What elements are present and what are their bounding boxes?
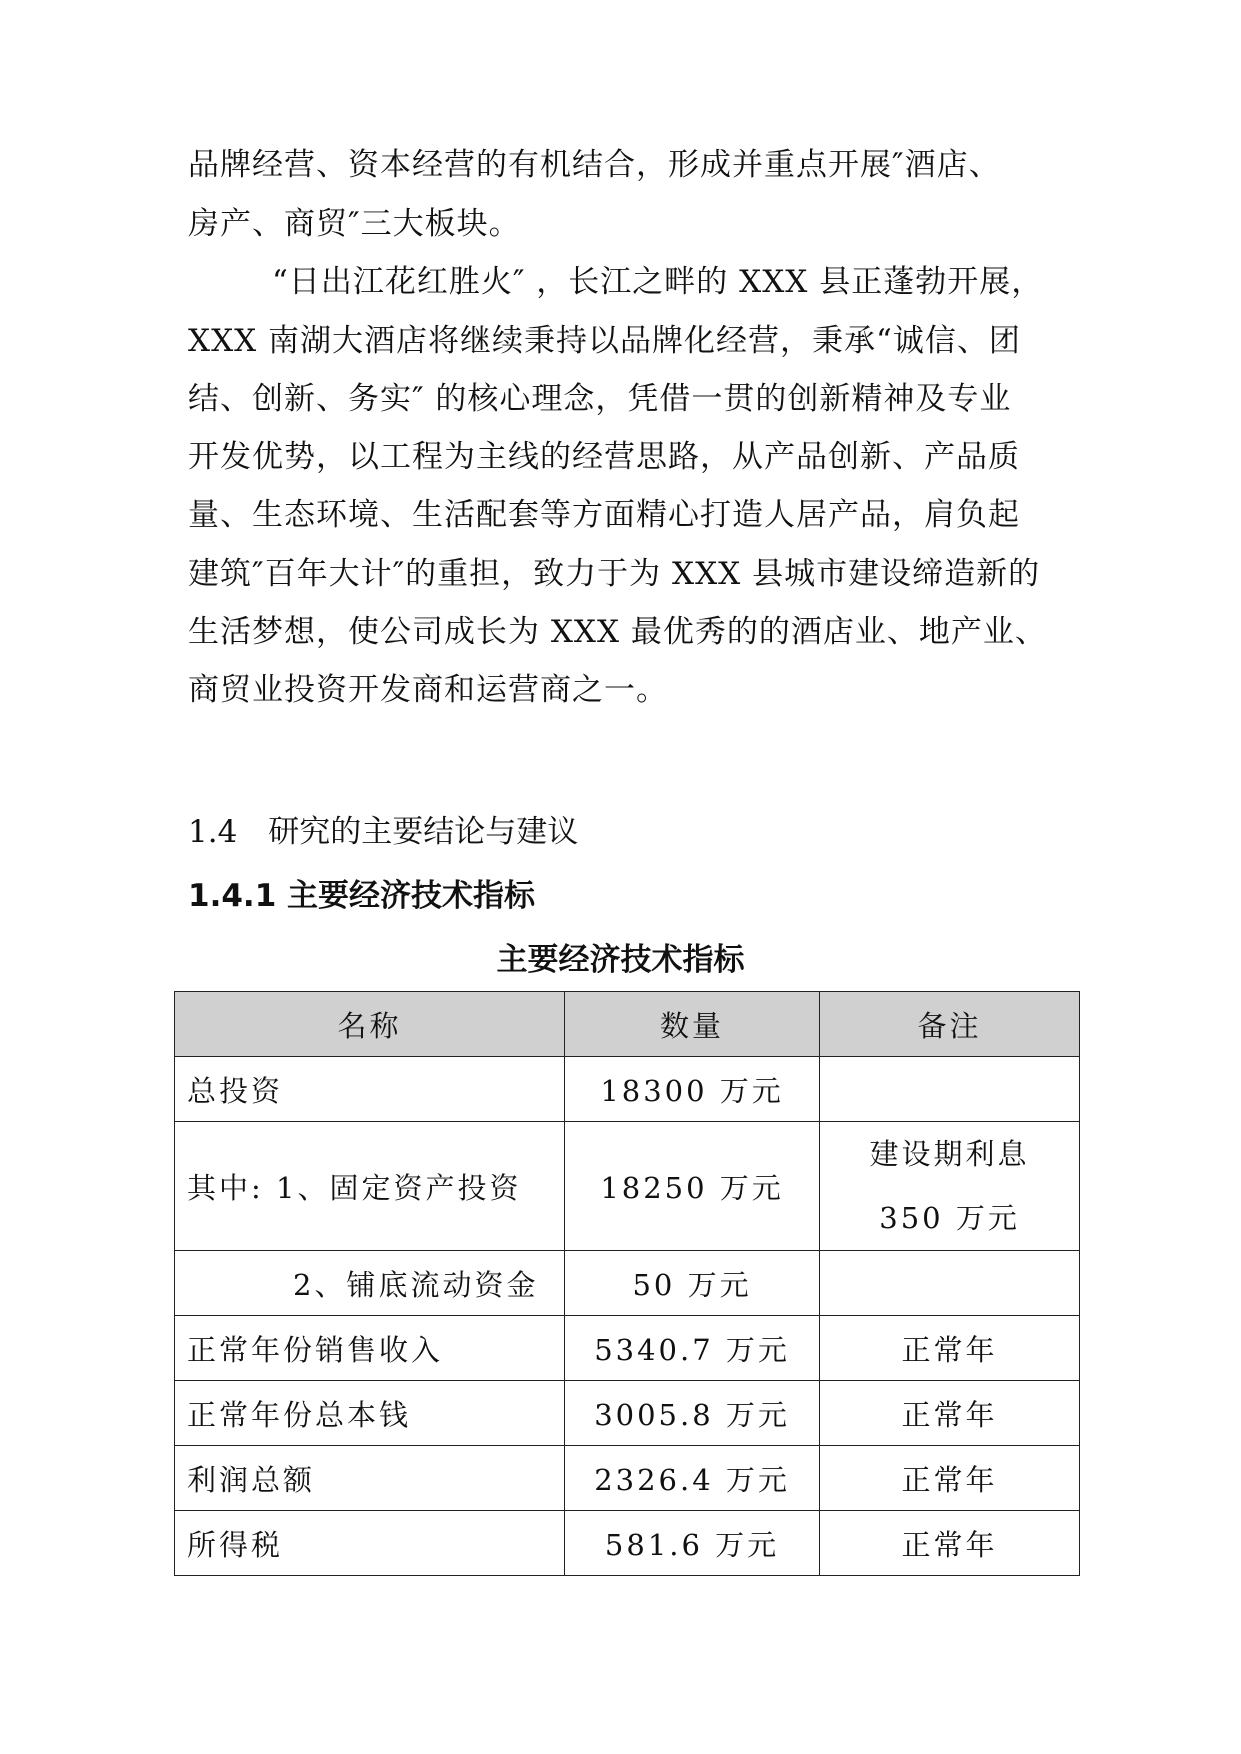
table-row: [175, 1381, 1080, 1446]
row-note-line: 350 万元: [879, 1201, 1020, 1235]
row-note: [820, 1122, 1080, 1251]
row-name: 所得税: [175, 1511, 565, 1576]
paragraph-line: 开发优势，以工程为主线的经营思路，从产品创新、产品质: [188, 439, 1020, 475]
paragraph-line: XXX 南湖大酒店将继续秉持以品牌化经营，秉承“诚信、团: [188, 323, 1021, 359]
row-name: 利润总额: [175, 1446, 565, 1511]
row-note: 正常年: [820, 1316, 1080, 1381]
row-note-line: 建设期利息: [869, 1137, 1030, 1171]
section-heading: 1.4 研究的主要结论与建议: [188, 814, 579, 850]
subsection-heading: 1.4.1 主要经济技术指标: [188, 878, 536, 914]
indicators-table: [174, 991, 1080, 1576]
paragraph-line: 商贸业投资开发商和运营商之一。: [188, 672, 668, 708]
row-name: 正常年份总本钱: [175, 1381, 565, 1446]
row-name: 2、铺底流动资金: [175, 1251, 565, 1316]
table-row: [175, 1251, 1080, 1316]
paragraph-line: 建筑″百年大计″的重担，致力于为 XXX 县城市建设缔造新的: [188, 556, 1041, 592]
paragraph-line: 结、创新、务实″ 的核心理念，凭借一贯的创新精神及专业: [188, 381, 1012, 417]
row-quantity: 581.6 万元: [565, 1511, 820, 1576]
row-note: 正常年: [820, 1381, 1080, 1446]
row-note: 正常年: [820, 1511, 1080, 1576]
table-row: [175, 1446, 1080, 1511]
header-quantity: 数量: [565, 992, 820, 1057]
table-row: [175, 1316, 1080, 1381]
row-name: 总投资: [175, 1057, 565, 1122]
paragraph-line: 量、生态环境、生活配套等方面精心打造人居产品，肩负起: [188, 497, 1020, 533]
row-quantity: 18300 万元: [565, 1057, 820, 1122]
table-row: [175, 1511, 1080, 1576]
header-name: 名称: [175, 992, 565, 1057]
row-note: 正常年: [820, 1446, 1080, 1511]
table-row: [175, 1057, 1080, 1122]
header-note: 备注: [820, 992, 1080, 1057]
row-quantity: 50 万元: [565, 1251, 820, 1316]
row-quantity: 5340.7 万元: [565, 1316, 820, 1381]
paragraph-line: 生活梦想，使公司成长为 XXX 最优秀的的酒店业、地产业、: [188, 614, 1047, 650]
row-quantity: 3005.8 万元: [565, 1381, 820, 1446]
table-header-row: [175, 992, 1080, 1057]
paragraph-line: 品牌经营、资本经营的有机结合，形成并重点开展″酒店、: [188, 147, 1001, 183]
row-note: [820, 1057, 1080, 1122]
table-row: [175, 1122, 1080, 1251]
row-name: 其中: 1、固定资产投资: [175, 1122, 565, 1251]
row-note: [820, 1251, 1080, 1316]
paragraph-line: “日出江花红胜火″ ，长江之畔的 XXX 县正蓬勃开展，: [272, 264, 1044, 300]
paragraph-line: 房产、商贸″三大板块。: [188, 206, 521, 242]
row-quantity: 18250 万元: [565, 1122, 820, 1251]
row-name: 正常年份销售收入: [175, 1316, 565, 1381]
row-quantity: 2326.4 万元: [565, 1446, 820, 1511]
table-title: 主要经济技术指标: [496, 942, 745, 978]
